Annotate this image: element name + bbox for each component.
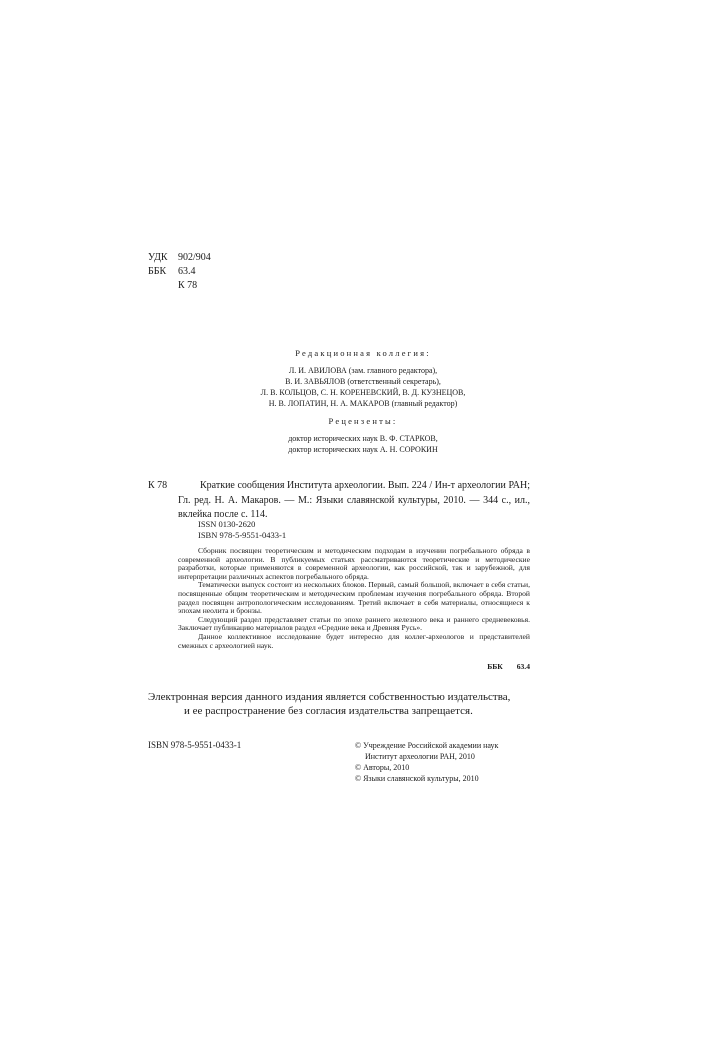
isbn: ISBN 978-5-9551-0433-1 bbox=[198, 530, 287, 540]
udk-key: УДК bbox=[148, 252, 168, 263]
footer-isbn: ISBN 978-5-9551-0433-1 bbox=[148, 740, 242, 750]
reviewer-line: доктор исторических наук В. Ф. СТАРКОВ, bbox=[288, 434, 438, 443]
annotation-paragraph: Сборник посвящен теоретическим и методическим подходам в изучении погребального обряда в современной археологии. В публикуемых статьях рассматриваются теоретические и методические разработки, которые применяются в современной археологии, как российской, так и зарубежной, для интерпретации различных аспектов погребального обряда. bbox=[178, 546, 530, 581]
udk-value: 902/904 bbox=[178, 252, 211, 263]
editorial-board-line: Л. В. КОЛЬЦОВ, С. Н. КОРЕНЕВСКИЙ, В. Д. КУЗНЕЦОВ, bbox=[260, 388, 466, 397]
copyright-line: Институт археологии РАН, 2010 bbox=[365, 752, 475, 761]
isbn-list bbox=[198, 519, 286, 541]
annotation-bbk bbox=[178, 662, 530, 671]
bibliographic-text: Краткие сообщения Института археологии. Вып. 224 / Ин-т археологии РАН; Гл. ред. Н. А. Макаров. — М.: Языки славянской культуры, 2010. — 344 с., ил., вклейка после с. 114. bbox=[178, 480, 530, 520]
reviewer-line: доктор исторических наук А. Н. СОРОКИН bbox=[288, 445, 438, 454]
annotation-bbk-value: 63.4 bbox=[516, 662, 530, 671]
editorial-board-line: Л. И. АВИЛОВА (зам. главного редактора), bbox=[288, 366, 438, 375]
notice-line-2: и ее распространение без согласия издательства запрещается. bbox=[184, 705, 473, 717]
editorial-board-heading: Редакционная коллегия: bbox=[295, 348, 431, 358]
classification-block bbox=[148, 251, 211, 293]
electronic-version-notice bbox=[148, 690, 528, 718]
bibliographic-entry bbox=[178, 479, 530, 523]
annotation-paragraph: Следующий раздел представляет статьи по эпохе раннего железного века и раннего средневековья. Заключает публикацию материалов раздел «Средние века и Древняя Русь». bbox=[178, 614, 530, 633]
editorial-board-line: В. И. ЗАВЬЯЛОВ (ответственный секретарь), bbox=[285, 377, 441, 386]
author-mark: К 78 bbox=[178, 280, 198, 291]
annotation-paragraph: Данное коллективное исследование будет интересно для коллег-археологов и представителей смежных с археологией наук. bbox=[178, 631, 530, 650]
udk-row bbox=[148, 251, 211, 265]
annotation-bbk-label: ББК bbox=[487, 662, 503, 671]
copyright-block bbox=[355, 740, 498, 784]
bbk-row bbox=[148, 265, 211, 279]
editorial-board bbox=[148, 348, 578, 409]
bbk-key: ББК bbox=[148, 266, 167, 277]
annotation bbox=[178, 547, 530, 650]
copyright-line: © Учреждение Российской академии наук bbox=[355, 741, 499, 750]
annotation-paragraph: Тематически выпуск состоит из нескольких блоков. Первый, самый большой, включает в себя статьи, посвященные общим теоретическим и методическим проблемам изучения погребального обряда. Второй раздел посвящен антропологическим исследованиям. Третий включает в себя материалы, относящиеся к эпохам неолита и бронзы. bbox=[178, 580, 530, 616]
copyright-line: © Авторы, 2010 bbox=[355, 763, 410, 772]
issn: ISSN 0130-2620 bbox=[198, 519, 256, 529]
reviewers-heading: Рецензенты: bbox=[328, 416, 398, 426]
reviewers bbox=[148, 416, 578, 455]
author-mark-row bbox=[148, 279, 211, 293]
notice-line-1: Электронная версия данного издания является собственностью издательства, bbox=[148, 691, 511, 703]
bibliographic-mark: К 78 bbox=[148, 480, 168, 491]
bbk-value: 63.4 bbox=[178, 266, 196, 277]
editorial-board-line: Н. В. ЛОПАТИН, Н. А. МАКАРОВ (главный редактор) bbox=[268, 399, 458, 408]
copyright-line: © Языки славянской культуры, 2010 bbox=[355, 774, 479, 783]
